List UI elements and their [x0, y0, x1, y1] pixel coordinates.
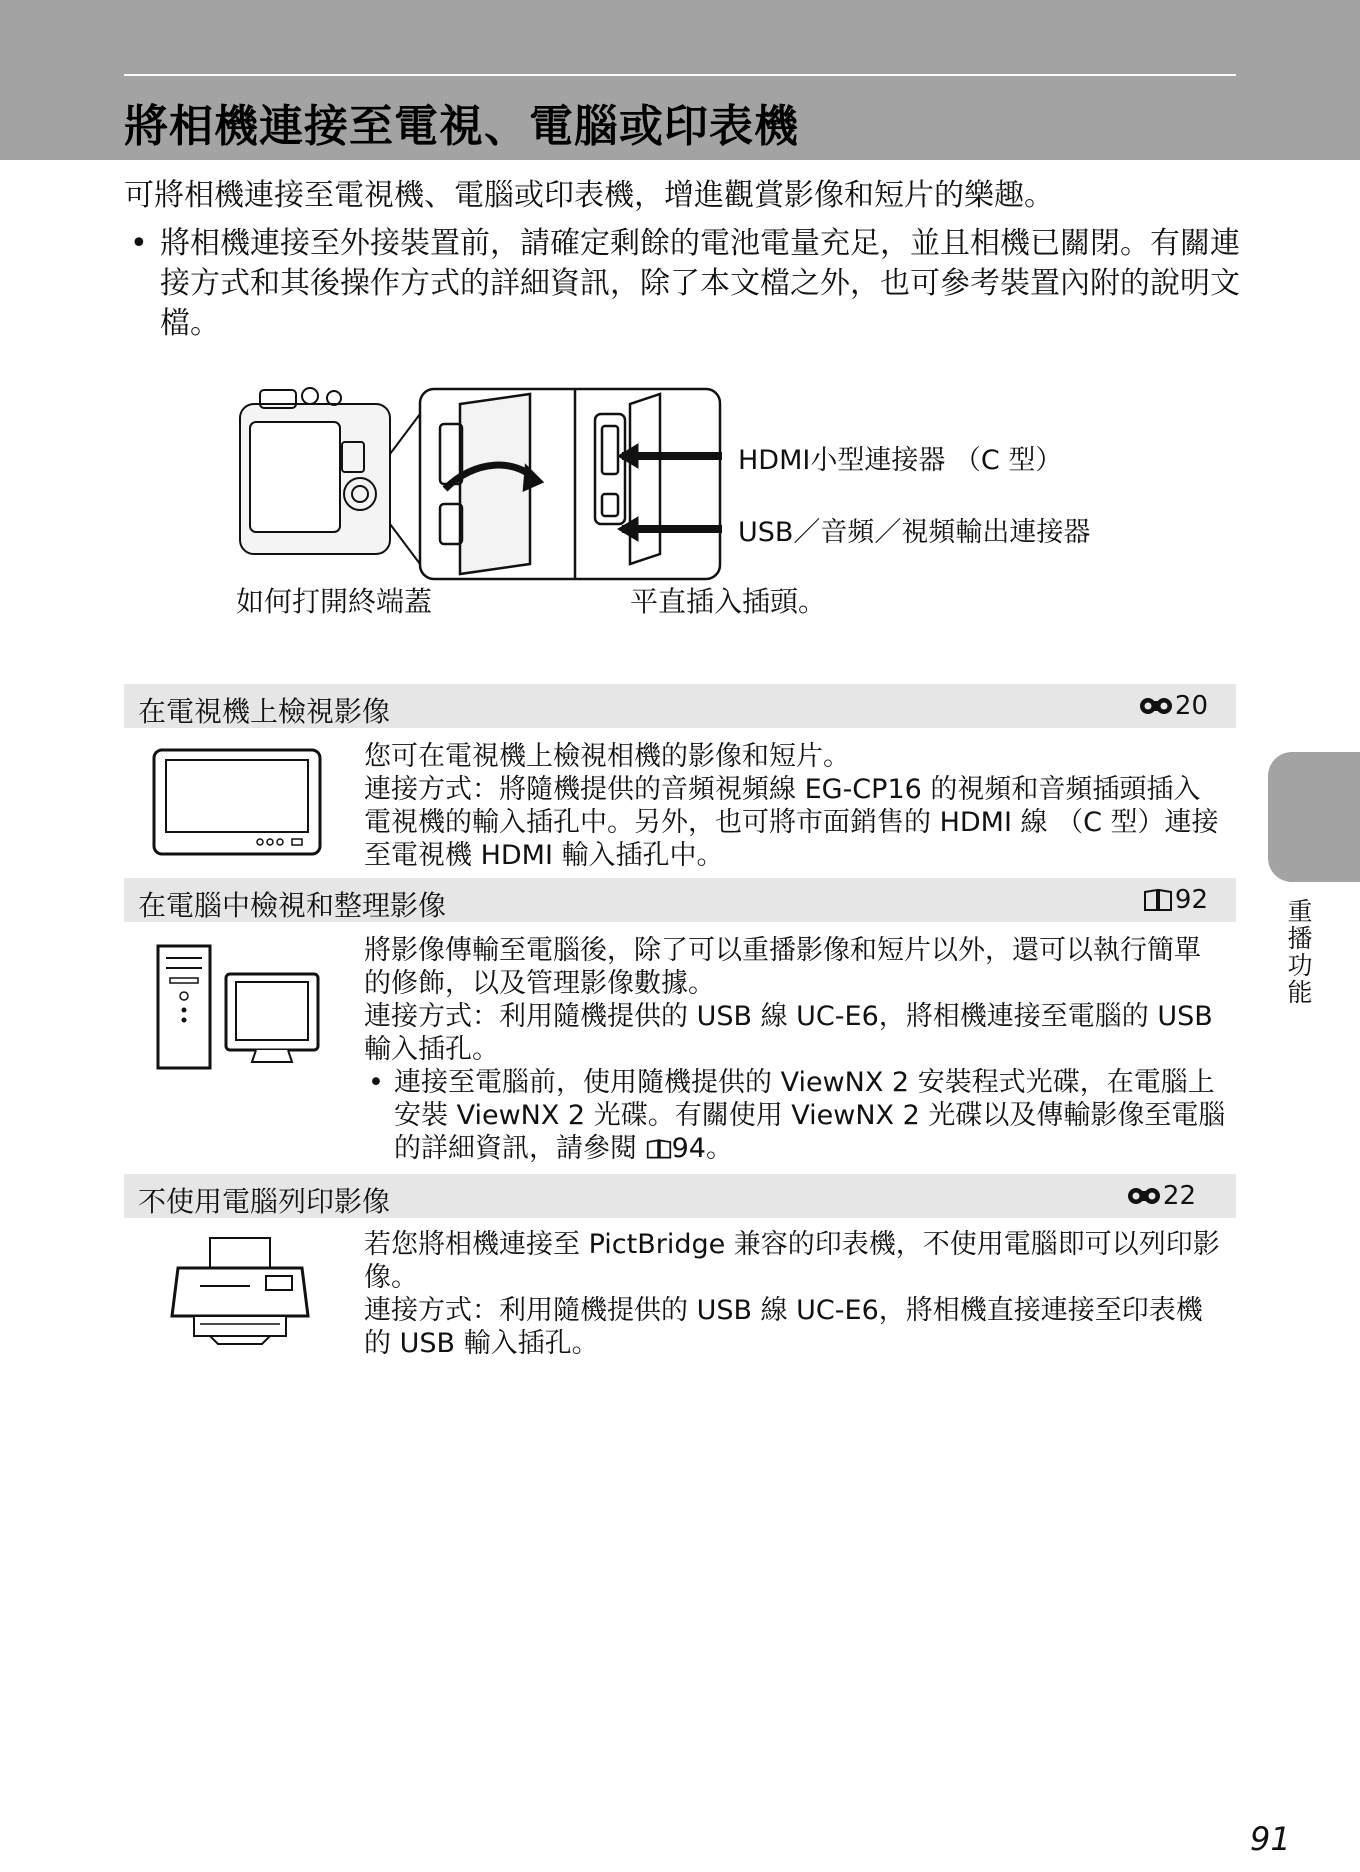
bullet-dot: • — [368, 1067, 384, 1098]
computer-icon — [156, 944, 322, 1072]
binocular-ref-icon — [1139, 695, 1173, 717]
camera-illustration — [240, 388, 420, 564]
section-tv-header — [124, 684, 1236, 728]
television-icon — [152, 748, 322, 858]
open-cover-caption: 如何打開終端蓋 — [236, 585, 433, 618]
section-print-line-1: 若您將相機連接至 PictBridge 兼容的印表機，不使用電腦即可以列印影像。 — [364, 1229, 1220, 1293]
connection-diagram — [230, 384, 730, 584]
section-tv-line-2: 連接方式：將隨機提供的音頻視頻線 EG-CP16 的視頻和音頻插頭插入電視機的輸入插孔中。另外，也可將市面銷售的 HDMI 線 （C 型）連接至電視機 HDMI 輸入插孔中。 — [364, 774, 1219, 871]
usb-connector-label: USB／音頻／視頻輸出連接器 — [738, 517, 1091, 548]
chapter-side-tab — [1268, 752, 1360, 882]
binocular-ref-icon — [1127, 1185, 1161, 1207]
section-pc-line-2: 連接方式：利用隨機提供的 USB 線 UC-E6，將相機連接至電腦的 USB 輸入插孔。 — [364, 1001, 1213, 1065]
insert-plug-caption: 平直插入插頭。 — [630, 585, 827, 618]
section-print-ref-number: 22 — [1162, 1181, 1196, 1211]
section-tv-ref — [1139, 691, 1208, 721]
header-rule — [124, 74, 1236, 76]
section-pc-title: 在電腦中檢視和整理影像 — [138, 889, 447, 922]
section-pc-header — [124, 878, 1236, 922]
intro-bullet-text: 將相機連接至外接裝置前，請確定剩餘的電池電量充足，並且相機已關閉。有關連接方式和其後操作方式的詳細資訊，除了本文檔之外，也可參考裝置內附的說明文檔。 — [160, 226, 1240, 341]
section-pc-body — [364, 934, 1226, 1165]
section-tv-line-1: 您可在電視機上檢視相機的影像和短片。 — [364, 741, 850, 772]
section-pc-bullet-text: 連接至電腦前，使用隨機提供的 ViewNX 2 安裝程式光碟，在電腦上安裝 ViewNX 2 光碟。有關使用 ViewNX 2 光碟以及傳輸影像至電腦的詳細資訊，請參閱 — [394, 1067, 1226, 1164]
section-print-header — [124, 1174, 1236, 1218]
section-print-line-2: 連接方式：利用隨機提供的 USB 線 UC-E6，將相機直接連接至印表機的 USB 輸入插孔。 — [364, 1295, 1203, 1359]
section-pc-ref-number: 92 — [1174, 885, 1208, 915]
page-number: 91 — [1250, 1820, 1291, 1858]
section-tv-title: 在電視機上檢視影像 — [138, 695, 391, 728]
intro-bullet — [124, 224, 1244, 344]
section-pc-ref — [1143, 885, 1208, 915]
section-pc-bullet — [364, 1066, 1226, 1165]
book-ref-icon — [646, 1138, 672, 1160]
chapter-side-label: 重播功能 — [1284, 898, 1313, 1006]
hdmi-connector-label: HDMI小型連接器 （C 型） — [738, 445, 1063, 476]
section-print-ref — [1127, 1181, 1196, 1211]
section-print-body — [364, 1228, 1226, 1360]
section-tv-body — [364, 740, 1226, 872]
printer-icon — [170, 1236, 310, 1346]
section-pc-line-1: 將影像傳輸至電腦後，除了可以重播影像和短片以外，還可以執行簡單的修飾，以及管理影像數據。 — [364, 935, 1201, 999]
section-tv-ref-number: 20 — [1174, 691, 1208, 721]
section-print-title: 不使用電腦列印影像 — [138, 1185, 391, 1218]
bullet-dot: • — [130, 226, 148, 261]
page-title: 將相機連接至電視、電腦或印表機 — [124, 101, 799, 152]
intro-text: 可將相機連接至電視機、電腦或印表機，增進觀賞影像和短片的樂趣。 — [124, 178, 1054, 213]
section-pc-bullet-ref: 94。 — [671, 1133, 733, 1164]
book-ref-icon — [1143, 888, 1173, 912]
terminal-cover-illustration — [420, 389, 720, 579]
